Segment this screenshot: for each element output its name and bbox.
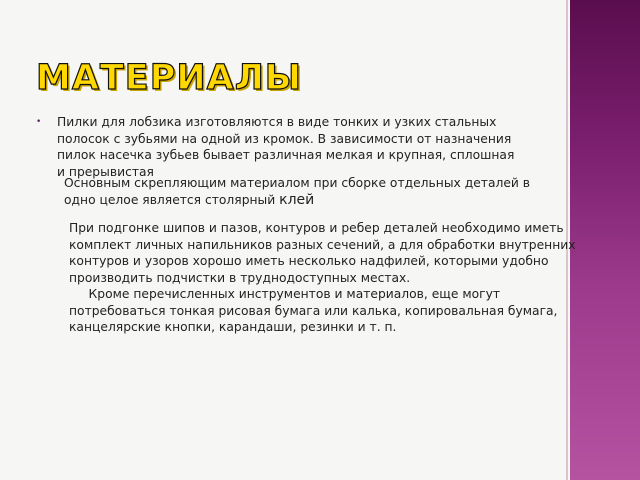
text-line: При подгонке шипов и пазов, контуров и ребер деталей необходимо иметь [69,221,564,235]
text-line: пилок насечка зубьев бывает различная мелкая и крупная, сплошная [57,148,515,162]
text-line: Кроме перечисленных инструментов и материалов, еще могут [69,287,501,301]
text-line: комплект личных напильников разных сечений, а для обработки внутренних [69,237,576,252]
paragraph-files [69,220,589,336]
text-fragment: одно целое является столярный [64,192,280,207]
text-line: Основным скрепляющим материалом при сборке отдельных деталей в [64,176,531,190]
bullet-icon: • [36,117,42,127]
text-line [64,192,534,209]
text-line: потребоваться тонкая рисовая бумага или калька, копировальная бумага, [69,303,558,318]
text-line: производить подчистки в труднодоступных местах. [69,270,411,285]
highlight-word: клей [279,191,315,208]
text-line: Пилки для лобзика изготовляются в виде тонких и узких стальных [57,115,497,129]
paragraph-glue [64,175,534,208]
paragraph-saw-blades [57,114,527,180]
text-line: контуров и узоров хорошо иметь несколько надфилей, которыми удобно [69,254,549,268]
text-line: и прерывистая [57,164,154,179]
text-line: полосок с зубьями на одной из кромок. В зависимости от назначения [57,131,512,146]
slide-title: МАТЕРИАЛЫ [36,58,303,98]
text-line: канцелярские кнопки, карандаши, резинки и т. п. [69,320,397,334]
